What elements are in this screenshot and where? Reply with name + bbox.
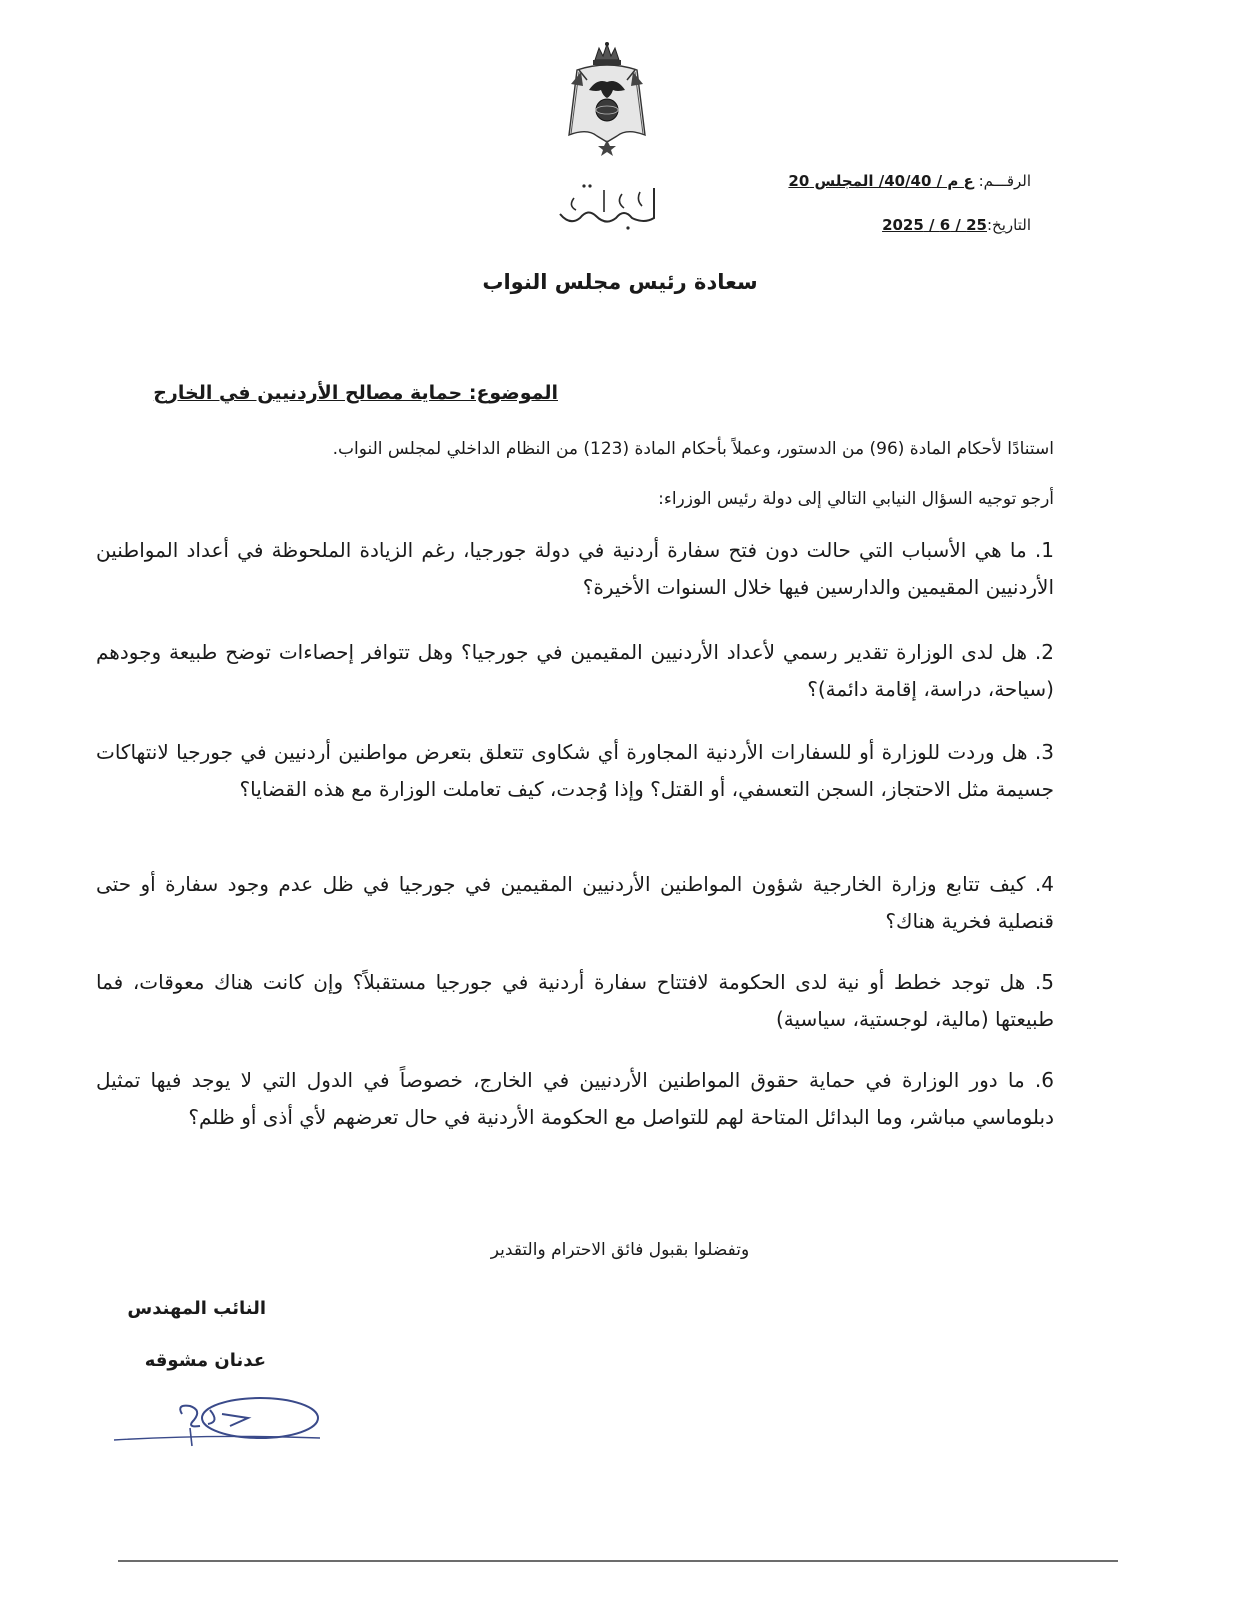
parliament-calligraphy-logo [544, 178, 666, 234]
question-item: 5. هل توجد خطط أو نية لدى الحكومة لافتتاح سفارة أردنية في جورجيا مستقبلاً؟ وإن كانت هناك معوقات، فما طبيعتها (مالية، لوجستية، سياسية) [96, 970, 1054, 1031]
reference-date-value: 25 / 6 / 2025 [882, 216, 987, 234]
question-item: 4. كيف تتابع وزارة الخارجية شؤون المواطنين الأردنيين المقيمين في جورجيا في ظل عدم وجود سفارة أو حتى قنصلية فخرية هناك؟ [96, 872, 1054, 933]
footer-divider [118, 1560, 1118, 1562]
closing-line: وتفضلوا بقبول فائق الاحترام والتقدير [490, 1240, 750, 1260]
request-paragraph: أرجو توجيه السؤال النيابي التالي إلى دولة رئيس الوزراء: [658, 489, 1054, 509]
signatory-name: عدنان مشوقه [144, 1350, 266, 1371]
signatory-title: النائب المهندس [127, 1298, 266, 1319]
coat-of-arms-icon [557, 40, 657, 160]
recipient-heading: سعادة رئيس مجلس النواب [482, 270, 758, 294]
reference-number-label: الرقـــم: [978, 172, 1031, 190]
reference-date-label: التاريخ: [987, 216, 1031, 234]
question-item: 3. هل وردت للوزارة أو للسفارات الأردنية المجاورة أي شكاوى تتعلق بتعرض مواطنين أردنيين في جورجيا لانتهاكات جسيمة مثل الاحتجاز، السجن التعسفي، أو القتل؟ وإذا وُجدت، كيف تعاملت الوزارة مع هذه القضايا؟ [96, 740, 1054, 801]
reference-number [788, 172, 1031, 190]
question-item: 1. ما هي الأسباب التي حالت دون فتح سفارة أردنية في دولة جورجيا، رغم الزيادة الملحوظة في أعداد المواطنين الأردنيين المقيمين والدارسين فيها خلال السنوات الأخيرة؟ [96, 538, 1054, 599]
question-item: 6. ما دور الوزارة في حماية حقوق المواطنين الأردنيين في الخارج، خصوصاً في الدول التي لا يوجد فيها تمثيل دبلوماسي مباشر، وما البدائل المتاحة لهم للتواصل مع الحكومة الأردنية في حال تعرضهم لأي أذى أو ظلم؟ [96, 1068, 1054, 1129]
reference-number-value: ع م / 40/40/ المجلس 20 [788, 172, 974, 190]
handwritten-signature [110, 1388, 325, 1458]
intro-paragraph: استنادًا لأحكام المادة (96) من الدستور، وعملاً بأحكام المادة (123) من النظام الداخلي لمجلس النواب. [332, 439, 1054, 459]
question-item: 2. هل لدى الوزارة تقدير رسمي لأعداد الأردنيين المقيمين في جورجيا؟ وهل تتوافر إحصاءات توضح طبيعة وجودهم (سياحة، دراسة، إقامة دائمة)؟ [96, 640, 1054, 701]
subject-line: الموضوع: حماية مصالح الأردنيين في الخارج [153, 382, 558, 404]
reference-date [882, 216, 1031, 234]
